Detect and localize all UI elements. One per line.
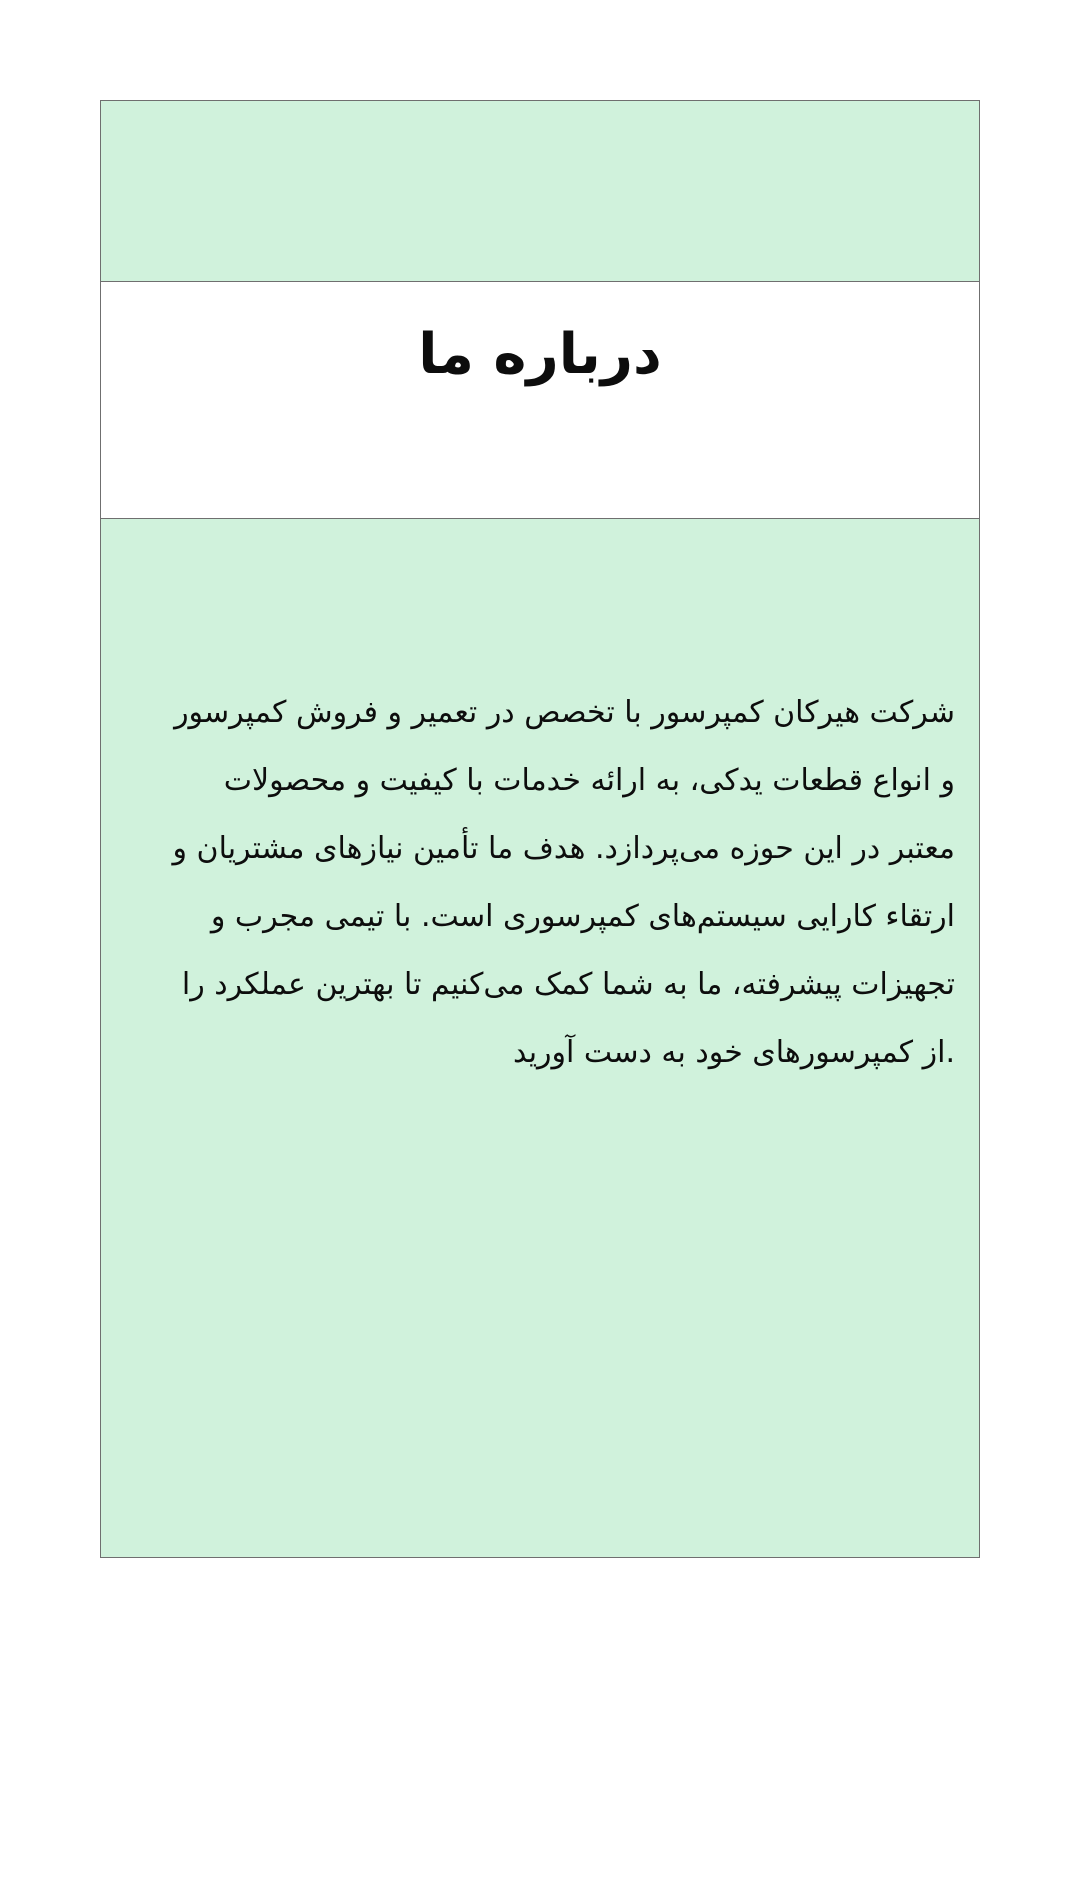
page-title: درباره ما xyxy=(418,322,662,387)
about-card xyxy=(100,100,980,1558)
about-paragraph: شرکت هیرکان کمپرسور با تخصص در تعمیر و فروش کمپرسور و انواع قطعات یدکی، به ارائه خدمات با کیفیت و محصولات معتبر در این حوزه می‌پردازد. هدف ما تأمین نیازهای مشتریان و ارتقاء کارایی سیستم‌های کمپرسوری است. با تیمی مجرب و تجهیزات پیشرفته، ما به شما کمک می‌کنیم تا بهترین عملکرد را از کمپرسورهای خود به دست آورید. xyxy=(172,695,955,1070)
page-root xyxy=(0,100,1080,1558)
about-section xyxy=(101,519,979,1557)
header-green-band xyxy=(101,101,979,281)
title-section xyxy=(101,281,979,519)
